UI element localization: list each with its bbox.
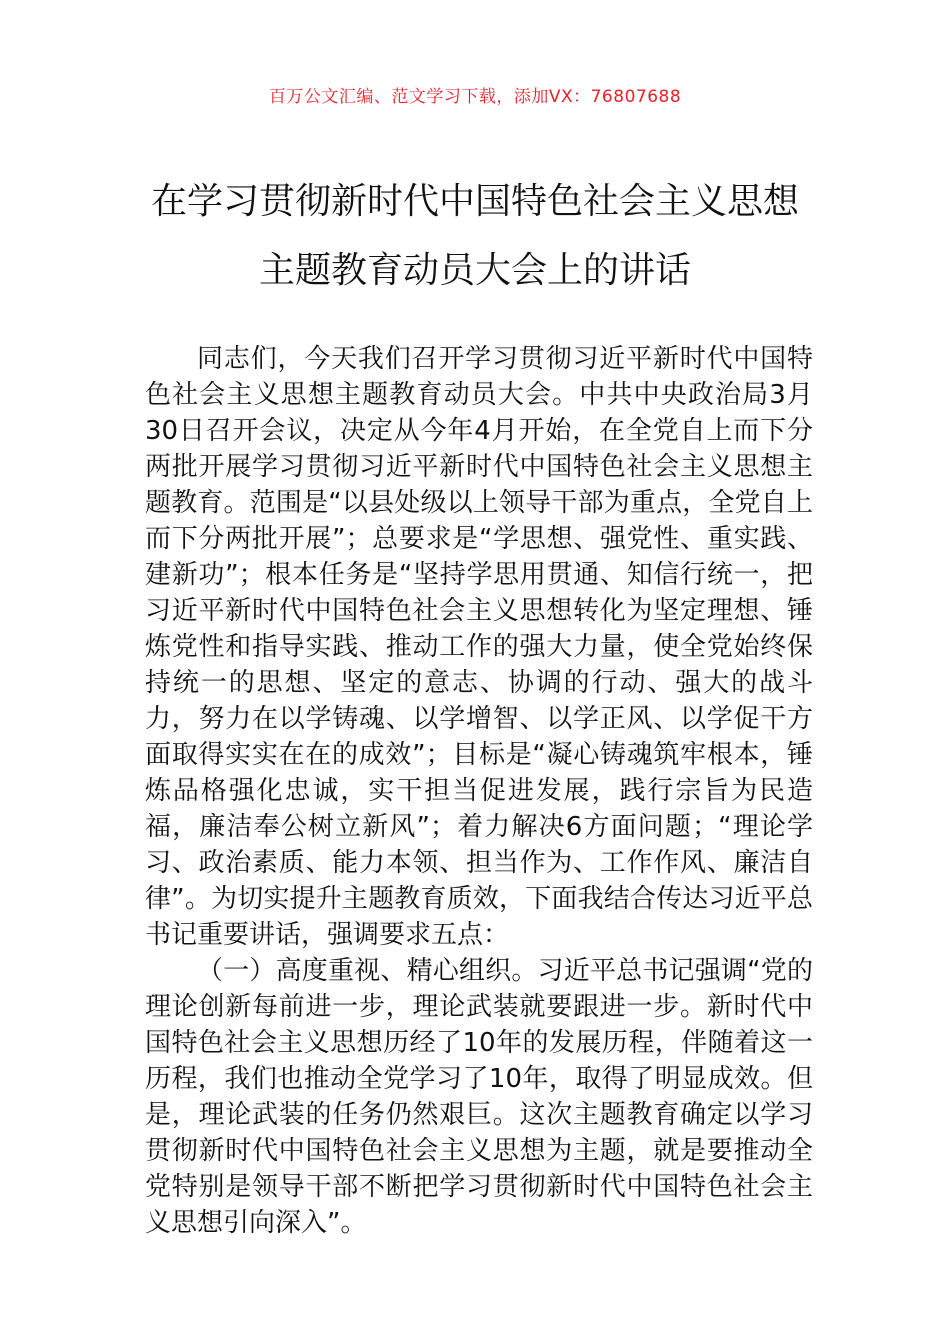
body-paragraph-2: （一）高度重视、精心组织。习近平总书记强调“党的理论创新每前进一步，理论武装就要跟进一步。新时代中国特色社会主义思想历经了10年的发展历程，伴随着这一历程，我们也推动全党学习了10年，取得了明显成效。但是，理论武装的任务仍然艰巨。这次主题教育确定以学习贯彻新时代中国特色社会主义思想为主题，就是要推动全党特别是领导干部不断把学习贯彻新时代中国特色社会主义思想引向深入”。 bbox=[145, 956, 813, 1238]
body-paragraph-1: 同志们，今天我们召开学习贯彻习近平新时代中国特色社会主义思想主题教育动员大会。中共中央政治局3月30日召开会议，决定从今年4月开始，在全党自上而下分两批开展学习贯彻习近平新时代中国特色社会主义思想主题教育。范围是“以县处级以上领导干部为重点，全党自上而下分两批开展”；总要求是“学思想、强党性、重实践、建新功”；根本任务是“坚持学思用贯通、知信行统一，把习近平新时代中国特色社会主义思想转化为坚定理想、锤炼党性和指导实践、推动工作的强大力量，使全党始终保持统一的思想、坚定的意志、协调的行动、强大的战斗力，努力在以学铸魂、以学增智、以学正风、以学促干方面取得实实在在的成效”；目标是“凝心铸魂筑牢根本，锤炼品格强化忠诚，实干担当促进发展，践行宗旨为民造福，廉洁奉公树立新风”；着力解决6方面问题；“理论学习、政治素质、能力本领、担当作为、工作作风、廉洁自律”。为切实提升主题教育质效，下面我结合传达习近平总书记重要讲话，强调要求五点： bbox=[145, 344, 813, 950]
document-title-line-2: 主题教育动员大会上的讲话 bbox=[258, 250, 691, 291]
watermark-header: 百万公文汇编、范文学习下载，添加VX：76807688 bbox=[268, 87, 682, 107]
document-title-line-1: 在学习贯彻新时代中国特色社会主义思想 bbox=[150, 181, 799, 222]
document-body bbox=[145, 341, 813, 1241]
